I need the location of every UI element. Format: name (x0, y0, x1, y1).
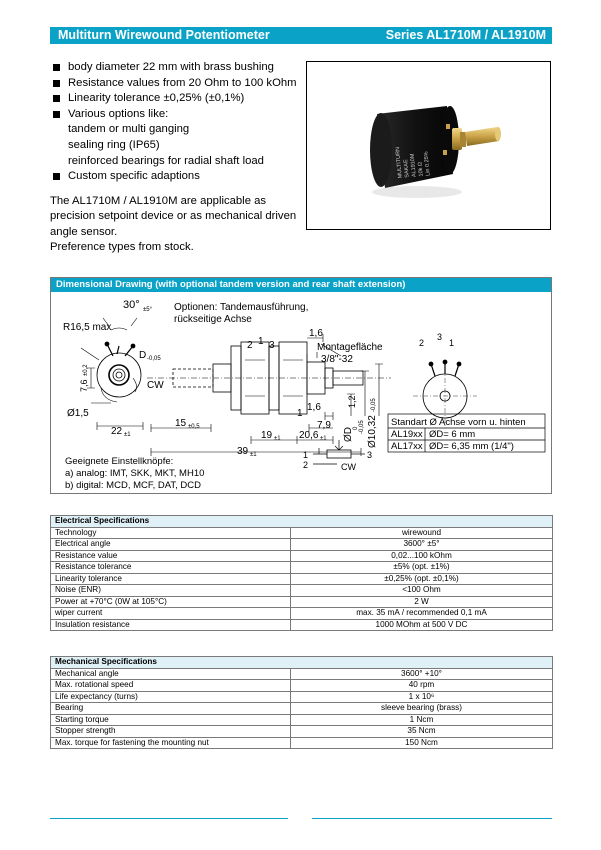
electrical-spec-title: Electrical Specifications (51, 516, 553, 528)
spec-label: Electrical angle (51, 539, 291, 551)
photo-label-line: SAKAE (403, 159, 411, 178)
knobs-digital: b) digital: MCD, MCF, DAT, DCD (65, 480, 202, 491)
rear-pin-2: 2 (419, 338, 425, 348)
dim-19: 19 (261, 430, 273, 441)
pin-2: 2 (247, 340, 253, 351)
radius-label: R16,5 max (63, 322, 112, 333)
product-photo (306, 61, 551, 230)
pin-1: 1 (258, 336, 264, 347)
spec-value: sleeve bearing (brass) (291, 703, 553, 715)
knobs-analog: a) analog: IMT, SKK, MKT, MH10 (65, 468, 205, 479)
dimensional-drawing (50, 277, 552, 494)
product-title: Multiturn Wirewound Potentiometer (58, 28, 270, 42)
table-row (51, 691, 553, 703)
diameter-d-label: D (139, 350, 147, 361)
spec-value: wirewound (291, 527, 553, 539)
spec-label: Technology (51, 527, 291, 539)
bushing-diameter-label: Ø10,32 (367, 415, 378, 448)
dim-20-6: 20,6 (299, 430, 319, 441)
spec-label: Noise (ENR) (51, 585, 291, 597)
front-view-body (97, 353, 141, 397)
dim-15: 15 (175, 418, 187, 429)
spec-label: Resistance tolerance (51, 562, 291, 574)
table-row (51, 737, 553, 749)
table-row (51, 562, 553, 574)
options-text: rückseitige Achse (174, 314, 252, 325)
spec-label: Max. rotational speed (51, 680, 291, 692)
dim-1-6b: 1,6 (307, 402, 321, 413)
feature-item: body diameter 22 mm with brass bushing (52, 60, 302, 76)
table-row (51, 619, 553, 631)
spec-value: 150 Ncm (291, 737, 553, 749)
rear-pin-3: 3 (437, 332, 443, 342)
angle-tolerance: ±5° (143, 307, 153, 313)
schematic-pin-2: 2 (303, 460, 309, 470)
dim-1-2: 1,2 (347, 395, 357, 408)
diameter-d-tol: -0,05 (147, 356, 161, 362)
standard-code-al19: AL19xx (391, 429, 423, 440)
photo-label-line: AL1910M (409, 153, 418, 178)
spec-label: Mechanical angle (51, 668, 291, 680)
spec-value: 40 rpm (291, 680, 553, 692)
feature-subitem: tandem or multi ganging (68, 123, 190, 136)
table-row (51, 668, 553, 680)
dim-15-tol: ±0,5 (188, 424, 200, 430)
table-row (51, 585, 553, 597)
standard-table-title: Standart Ø Achse vorn u. hinten (391, 417, 526, 428)
feature-item: Resistance values from 20 Ohm to 100 kOhm (52, 76, 302, 92)
dim-19-tol: ±1 (274, 436, 281, 442)
feature-item: Various options like: (52, 107, 302, 123)
spec-label: Linearity tolerance (51, 573, 291, 585)
spec-label: wiper current (51, 608, 291, 620)
intro-line: The AL1710M / AL1910M are applicable as (50, 195, 267, 207)
table-row (51, 703, 553, 715)
feature-item: Custom specific adaptions (52, 169, 302, 185)
feature-list (52, 60, 302, 185)
spec-value: <100 Ohm (291, 585, 553, 597)
spec-value: 35 Ncm (291, 726, 553, 738)
potentiometer-image (307, 62, 550, 229)
drawing-svg (51, 278, 551, 493)
standard-code-al17: AL17xx (391, 441, 423, 452)
spec-value: 3600° ±5° (291, 539, 553, 551)
table-row (51, 680, 553, 692)
dim-39-tol: ±1 (250, 452, 257, 458)
electrical-spec-table (50, 515, 553, 631)
spec-value: ±5% (opt. ±1%) (291, 562, 553, 574)
intro-line: Preference types from stock. (50, 240, 194, 253)
table-row (51, 608, 553, 620)
hole-diameter-label: Ø1,5 (67, 408, 89, 419)
spec-value: max. 35 mA / recommended 0,1 mA (291, 608, 553, 620)
knobs-title: Geeignete Einstellknöpfe: (65, 456, 174, 467)
dim-1-6: 1,6 (309, 328, 323, 339)
spec-value: 1000 MOhm at 500 V DC (291, 619, 553, 631)
spec-value: 1 Ncm (291, 714, 553, 726)
feature-subitem: reinforced bearings for radial shaft load (68, 154, 264, 167)
spec-value: 3600° +10° (291, 668, 553, 680)
height-tolerance: ±0,2 (83, 364, 89, 376)
front-view-bushing (109, 365, 129, 385)
photo-label-line: MULTITURN (394, 146, 404, 179)
pin-3: 3 (269, 340, 275, 351)
spec-label: Insulation resistance (51, 619, 291, 631)
cw-label: CW (147, 380, 164, 391)
spec-value: ±0,25% (opt. ±0,1%) (291, 573, 553, 585)
photo-label-line: 10k Ω (417, 161, 425, 177)
mounting-face-label: Montagefläche (317, 342, 383, 353)
series-title: Series AL1710M / AL1910M (385, 28, 546, 42)
table-row (51, 596, 553, 608)
schematic-pin-3: 3 (367, 450, 373, 460)
rear-pin-1: 1 (449, 338, 455, 348)
standard-value-al17: ØD= 6,35 mm (1/4") (429, 441, 514, 452)
footer-rule-right (312, 818, 552, 819)
photo-label-line: Lin 0.25% (423, 151, 432, 177)
dim-39: 39 (237, 446, 249, 457)
table-row (51, 550, 553, 562)
height-label: 7,6 (79, 379, 89, 392)
spec-value: 0,02...100 kOhm (291, 550, 553, 562)
standard-value-al19: ØD= 6 mm (429, 429, 476, 440)
feature-subitem: sealing ring (IP65) (68, 138, 160, 151)
spec-label: Life expectancy (turns) (51, 691, 291, 703)
spec-label: Starting torque (51, 714, 291, 726)
footer-rule-left (50, 818, 288, 819)
spec-value: 2 W (291, 596, 553, 608)
options-text: Optionen: Tandemausführung, (174, 302, 309, 313)
table-row (51, 714, 553, 726)
intro-line: precision setpoint device or as mechanical driven (50, 210, 297, 223)
dim-20-6-tol: ±1 (320, 436, 327, 442)
spec-label: Bearing (51, 703, 291, 715)
intro-paragraph (50, 194, 310, 255)
table-row (51, 527, 553, 539)
shaft-diameter-tol-top: 0 (353, 426, 359, 430)
spec-label: Max. torque for fastening the mounting nut (51, 737, 291, 749)
schematic-pin-1: 1 (303, 450, 309, 460)
shaft-diameter-tol-bottom: -0,05 (359, 420, 365, 434)
spec-label: Power at +70°C (0W at 105°C) (51, 596, 291, 608)
table-row (51, 539, 553, 551)
header-bar (50, 27, 552, 44)
intro-line: angle sensor. (50, 225, 118, 238)
table-row (51, 726, 553, 738)
bushing-diameter-tol: -0,05 (371, 398, 377, 412)
angle-label: 30° (123, 299, 140, 311)
dim-1: 1 (297, 408, 303, 419)
spec-label: Stopper strength (51, 726, 291, 738)
drawing-title: Dimensional Drawing (with optional tandem version and rear shaft extension) (51, 278, 551, 292)
spec-value: 1 x 10⁶ (291, 691, 553, 703)
spec-label: Resistance value (51, 550, 291, 562)
table-row (51, 573, 553, 585)
schematic-cw: CW (341, 462, 356, 472)
dim-22-tol: ±1 (124, 432, 131, 438)
mechanical-spec-title: Mechanical Specifications (51, 657, 553, 669)
dim-7-9: 7,9 (317, 420, 331, 431)
dim-22: 22 (111, 426, 123, 437)
thread-label: 3/8"-32 (321, 354, 353, 365)
mechanical-spec-table (50, 656, 553, 749)
shaft-diameter-label: ØD (343, 427, 354, 442)
feature-item: Linearity tolerance ±0,25% (±0,1%) (52, 91, 302, 107)
